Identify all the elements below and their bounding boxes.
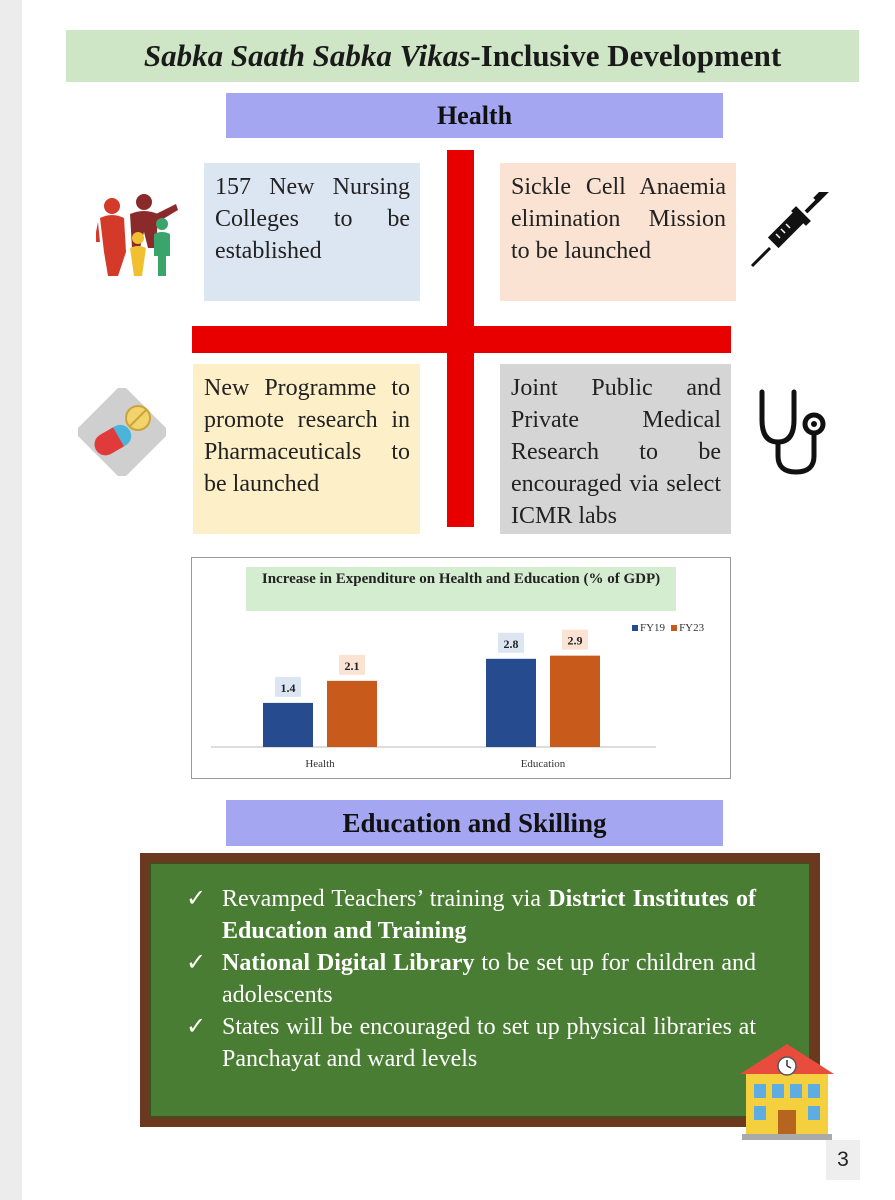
x-tick-label: Education	[520, 758, 566, 770]
health-box-medical-research: Joint Public and Private Medical Research to be encouraged via select ICMR labs	[500, 364, 731, 534]
list-item: ✓ Revamped Teachers’ training via District Institutes of Education and Training	[186, 883, 756, 947]
check-icon: ✓	[186, 950, 207, 976]
legend-item-fy19: FY19	[632, 622, 665, 634]
red-cross-horizontal	[192, 326, 731, 353]
health-box-nursing: 157 New Nursing Colleges to be established	[204, 163, 420, 301]
education-heading: Education and Skilling	[226, 800, 723, 846]
chart-title: Increase in Expenditure on Health and Education (% of GDP)	[246, 567, 676, 611]
list-item: ✓ States will be encouraged to set up physical libraries at Panchayat and ward levels	[186, 1011, 756, 1075]
page-number: 3	[826, 1140, 860, 1180]
bar-chart	[191, 557, 731, 779]
data-label: 2.8	[503, 636, 519, 651]
data-label: 2.1	[344, 658, 360, 673]
check-icon: ✓	[186, 886, 207, 912]
health-heading: Health	[226, 93, 723, 138]
data-label: 1.4	[280, 680, 296, 695]
title-italic: Sabka Saath Sabka Vikas	[143, 38, 471, 73]
bar-fy23-health	[327, 681, 377, 747]
data-label: 2.9	[567, 633, 583, 648]
syringe-icon	[748, 192, 830, 270]
title-rest: -Inclusive Development	[470, 38, 782, 73]
check-icon: ✓	[186, 1014, 207, 1040]
list-item: ✓ National Digital Library to be set up for children and adolescents	[186, 947, 756, 1011]
pills-icon	[78, 388, 166, 476]
bar-fy19-education	[486, 659, 536, 747]
bar-fy23-education	[550, 656, 600, 747]
bar-fy19-health	[263, 703, 313, 747]
family-icon	[96, 192, 184, 278]
health-box-sickle-cell: Sickle Cell Anaemia elimination Mission to be launched	[500, 163, 736, 301]
school-icon	[738, 1040, 836, 1140]
stethoscope-icon	[752, 386, 832, 478]
health-box-pharma: New Programme to promote research in Pharmaceuticals to be launched	[193, 364, 420, 534]
x-tick-label: Health	[305, 758, 335, 770]
legend-item-fy23: FY23	[671, 622, 704, 634]
education-list	[186, 883, 756, 1075]
page-title	[66, 30, 859, 82]
